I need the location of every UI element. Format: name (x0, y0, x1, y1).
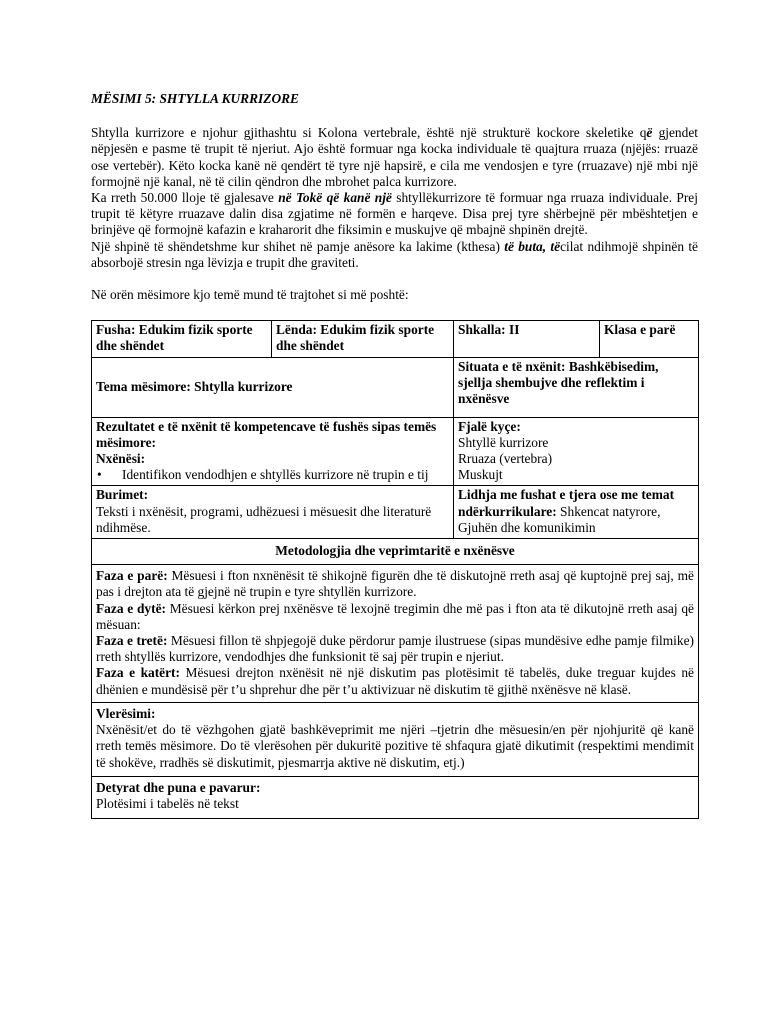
fjale-item: Shtyllë kurrizore (458, 434, 549, 450)
cell-fazat (92, 565, 699, 703)
paragraph-3 (91, 239, 698, 271)
cell-situata: Situata e të nxënit: Bashkëbisedim, sjellja shembujve dhe reflektim i nxënësve (454, 357, 699, 417)
faza-4-label: Faza e katërt: (96, 665, 180, 681)
fazat-row (92, 565, 699, 703)
detyrat-row (92, 776, 699, 818)
header-row (92, 321, 699, 357)
cell-fjale-kyce (454, 417, 699, 486)
bullet-icon: • (97, 467, 102, 483)
p2-text-a: Ka rreth 50.000 lloje të gjalesave (91, 190, 279, 206)
cell-rezultatet (92, 417, 454, 486)
faza-3-text: Mësuesi fillon të shpjegojë duke përdorur pamje ilustruese (sipas mundësive edhe pamje filmike) rreth shtyllës kurrizore, vendodhjes dhe funksionit të saj për trupin e njeriut. (96, 633, 695, 665)
lidhja-title: Lidhja me fushat e tjera ose me temat ndërkurrikulare: (458, 487, 675, 519)
intro-line: Në orën mësimore kjo temë mund të trajtohet si më poshtë: (91, 287, 409, 303)
burimet-title: Burimet: (96, 487, 149, 503)
p2-text-b: shtyllëkurrizore të formuar nga rruaza individuale. Prej trupit të këtyre rruazave dalin disa zgjatime në formën e harqeve. Disa prej tyre shërbejnë për mbështetjen e brinjëve që formojnë kafazin e kraharorit dhe fiksimin e muskujve që mbajnë shpinën drejtë. (91, 190, 698, 238)
cell-lidhja (454, 486, 699, 539)
faza-4-text: Mësuesi drejton nxënësit në një diskutim pas plotësimit të tabelës, duke treguar kujdes në dhënien e mundësisë për t’u shprehur dhe për t’u aktivizuar në diskutim të gjithë nxënësve në klasë. (96, 665, 694, 697)
tema-row (92, 357, 699, 417)
cell-detyrat (92, 776, 699, 818)
rezultatet-row (92, 417, 699, 486)
faza-1-text: Mësuesi i fton nxnënësit të shikojnë figurën dhe të diskutojnë rreth asaj që kuptojnë prej saj, më pas i drejton ata të gjejnë në trupin e tyre shtyllën kurrizore. (96, 568, 694, 600)
vleresimi-row (92, 702, 699, 776)
burimet-text: Teksti i nxënësit, programi, udhëzuesi i mësuesit dhe literaturë ndihmëse. (96, 503, 432, 535)
cell-shkalla: Shkalla: II (454, 321, 600, 357)
faza-1-label: Faza e parë: (96, 568, 168, 584)
cell-vleresimi (92, 702, 699, 776)
paragraph-1 (91, 125, 698, 190)
rezultatet-title: Rezultatet e të nxënit të kompetencave të fushës sipas temës mësimore: (96, 418, 437, 450)
faza-2-text: Mësuesi kërkon prej nxënësve të lexojnë tregimin dhe më pas i fton ata të dikutojnë rreth asaj që mësuan: (96, 600, 694, 632)
faza-2 (96, 601, 694, 633)
fjale-title: Fjalë kyçe: (458, 418, 521, 434)
p1-emphasis: ë (646, 125, 653, 141)
fjale-item: Muskujt (458, 467, 503, 483)
paragraph-2 (91, 190, 698, 239)
lidhja-text: Shkencat natyrore, Gjuhën dhe komunikimin (458, 503, 661, 535)
faza-3-label: Faza e tretë: (96, 633, 168, 649)
cell-fusha: Fusha: Edukim fizik sporte dhe shëndet (92, 321, 272, 357)
faza-1 (96, 568, 694, 600)
faza-4 (96, 665, 694, 697)
p1-text-a: Shtylla kurrizore e njohur gjithashtu si Kolona vertebrale, është një strukturë kockore skeletike q (91, 125, 647, 141)
nxenesi-label: Nxënësi: (96, 451, 146, 467)
detyrat-title: Detyrat dhe puna e pavarur: (96, 779, 261, 795)
cell-klasa: Klasa e parë (600, 321, 699, 357)
p1-text-b: gjendet nëpjesën e pasme të trupit të njeriut. Ajo është formuar nga kocka individuale të quajtura rruaza (njëjës: rruazë ose vertebër). Këto kocka kanë në qendërt të tyre një hapsirë, e cila me vendosjen e tyre (rruazave) një mbi një formojnë një kanal, në të cilin qëndron dhe mbrohet palca kurrizore. (91, 125, 698, 189)
vleresimi-title: Vlerësimi: (96, 705, 156, 721)
rezultatet-list (96, 467, 449, 483)
detyrat-text: Plotësimi i tabelës në tekst (96, 795, 239, 811)
p3-text-b: cilat ndihmojë shpinën të absorbojë stresin nga lëvizja e trupit dhe graviteti. (91, 238, 698, 270)
metodologjia-row (92, 539, 699, 565)
list-item (96, 467, 449, 483)
cell-metodologjia: Metodologjia dhe veprimtaritë e nxënësve (92, 539, 699, 565)
document-page (91, 91, 698, 819)
faza-3 (96, 633, 694, 665)
vleresimi-text: Nxënësit/et do të vëzhgohen gjatë bashkëveprimit me njëri –tjetrin dhe mësuesin/en për njohjuritë që kanë rreth temës mësimore. Do të vlerësohen për dukuritë pozitive të shfaqura gjatë dikutimit (respektimi mendimit të shokëve, rradhës së diskutimit, pjesmarrja aktive në diskutim, etj.) (96, 722, 694, 770)
burimet-row (92, 486, 699, 539)
cell-burimet (92, 486, 454, 539)
lesson-title: MËSIMI 5: SHTYLLA KURRIZORE (91, 91, 299, 106)
p3-emphasis: të buta, të (504, 238, 561, 254)
cell-lenda: Lënda: Edukim fizik sporte dhe shëndet (272, 321, 454, 357)
p3-text-a: Një shpinë të shëndetshme kur shihet në pamje anësore ka lakime (kthesa) (91, 238, 505, 254)
cell-tema: Tema mësimore: Shtylla kurrizore (92, 357, 454, 417)
faza-2-label: Faza e dytë: (96, 600, 166, 616)
lesson-plan-table (91, 320, 699, 819)
p2-emphasis: në Tokë që kanë një (278, 190, 392, 206)
rezultat-text: Identifikon vendodhjen e shtyllës kurrizore në trupin e tij (122, 467, 429, 483)
fjale-item: Rruaza (vertebra) (458, 451, 553, 467)
